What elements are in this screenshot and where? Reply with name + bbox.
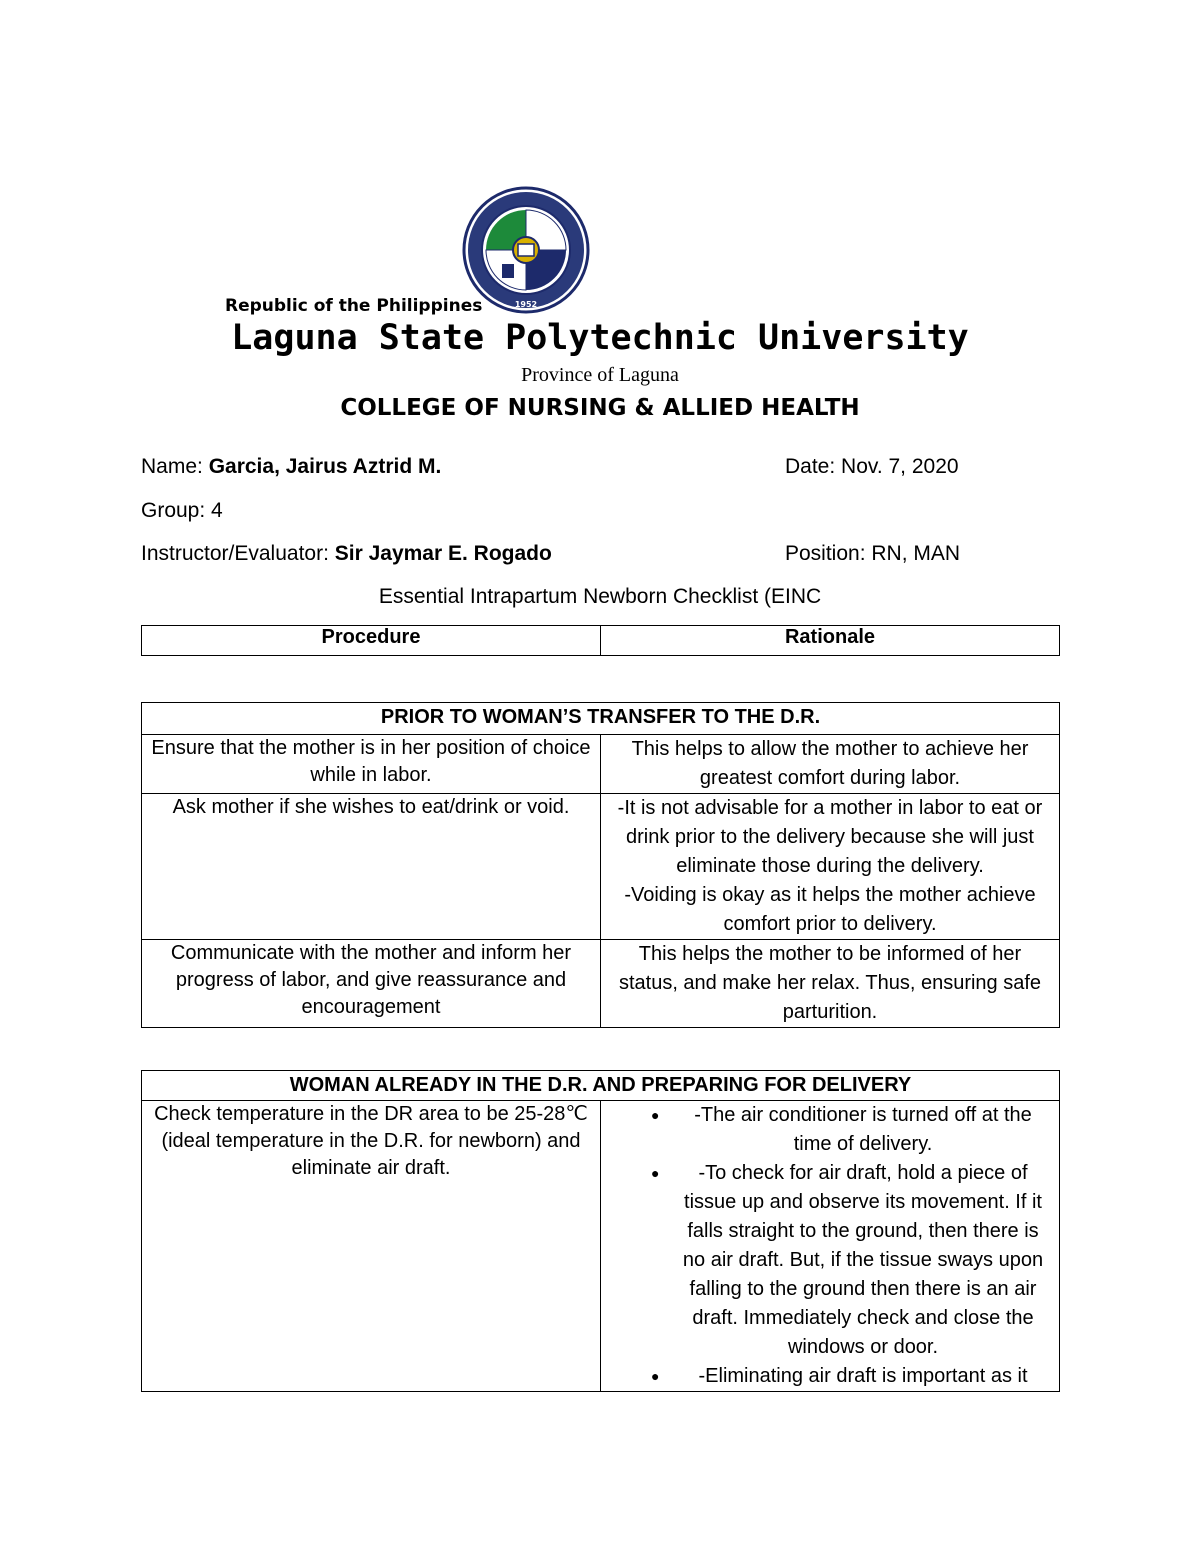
checklist-title: Essential Intrapartum Newborn Checklist (EINC (378, 585, 822, 608)
procedure-cell: Communicate with the mother and inform her progress of labor, and give reassurance and encouragement (142, 940, 601, 1028)
section-prior-transfer-table (141, 702, 1060, 1028)
rationale-cell (601, 1101, 1060, 1392)
university-seal-logo (462, 186, 590, 314)
province-label: Province of Laguna (521, 364, 679, 386)
rationale-bullet-list (609, 1101, 1051, 1391)
student-name-line (141, 455, 441, 479)
name-value: Garcia, Jairus Aztrid M. (208, 455, 442, 478)
group-label: Group: (141, 499, 212, 522)
section-title: PRIOR TO WOMAN’S TRANSFER TO THE D.R. (142, 703, 1060, 735)
procedure-cell: Check temperature in the DR area to be 25-28℃(ideal temperature in the D.R. for newborn) and eliminate air draft. (142, 1101, 601, 1392)
svg-text:1952: 1952 (514, 300, 538, 309)
list-item: ● -To check for air draft, hold a piece of tissue up and observe its movement. If it falls straight to the ground, then there is no air draft. But, if the tissue sways upon falling to the ground then there is an air draft. Immediately check and close the windows or door. (609, 1159, 1051, 1362)
position-line (785, 542, 960, 566)
date-label: Date: (785, 455, 842, 478)
list-item: ● -The air conditioner is turned off at the time of delivery. (609, 1101, 1051, 1159)
rationale-cell: This helps the mother to be informed of her status, and make her relax. Thus, ensuring safe parturition. (601, 940, 1060, 1028)
group-line (141, 499, 223, 523)
university-name: Laguna State Polytechnic University (231, 318, 969, 358)
group-value: 4 (211, 499, 223, 522)
instructor-value: Sir Jaymar E. Rogado (334, 542, 552, 565)
name-label: Name: (141, 455, 209, 478)
date-value: Nov. 7, 2020 (841, 455, 959, 478)
procedure-column-header: Procedure (142, 626, 601, 656)
procedure-cell: Ask mother if she wishes to eat/drink or void. (142, 794, 601, 940)
rationale-column-header: Rationale (601, 626, 1060, 656)
position-value: RN, MAN (871, 542, 961, 565)
position-label: Position: (785, 542, 872, 565)
instructor-line (141, 542, 552, 566)
section-delivery-room-table (141, 1070, 1060, 1392)
column-header-table (141, 625, 1060, 656)
procedure-cell: Ensure that the mother is in her position of choice while in labor. (142, 735, 601, 794)
table-row (142, 1101, 1060, 1392)
republic-label: Republic of the Philippines (225, 296, 483, 316)
college-name: COLLEGE OF NURSING & ALLIED HEALTH (340, 395, 860, 421)
date-line (785, 455, 959, 479)
rationale-cell (601, 794, 1060, 940)
rationale-cell: This helps to allow the mother to achieve her greatest comfort during labor. (601, 735, 1060, 794)
instructor-label: Instructor/Evaluator: (141, 542, 335, 565)
rationale-paragraph: -It is not advisable for a mother in labor to eat or drink prior to the delivery because she will just eliminate those during the delivery. (617, 797, 1043, 877)
table-row (142, 794, 1060, 940)
list-item: ● -Eliminating air draft is important as it (609, 1362, 1051, 1391)
rationale-paragraph: -Voiding is okay as it helps the mother achieve comfort prior to delivery. (624, 884, 1036, 935)
table-row (142, 735, 1060, 794)
section-title: WOMAN ALREADY IN THE D.R. AND PREPARING FOR DELIVERY (142, 1071, 1060, 1101)
table-row (142, 940, 1060, 1028)
